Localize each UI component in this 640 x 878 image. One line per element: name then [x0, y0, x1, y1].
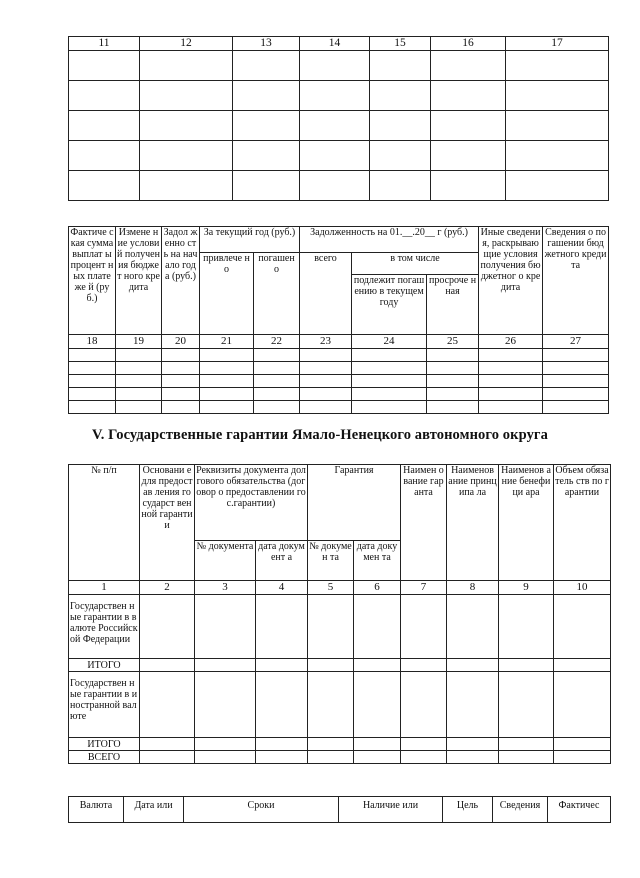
col-number: 10 — [554, 581, 611, 595]
table-row — [69, 141, 609, 171]
table-row — [69, 51, 609, 81]
basis-header: Основани е для предостав ления государст венной гарантии — [140, 465, 195, 581]
row-grand-total-label: ВСЕГО — [69, 751, 140, 764]
total-header: всего — [300, 253, 352, 335]
other-info-header: Иные сведения, раскрываю щие условия получения бюджетног о кредита — [479, 227, 543, 335]
col-number: 24 — [352, 335, 427, 349]
table-row — [69, 751, 611, 764]
col-number: 26 — [479, 335, 543, 349]
col18-header: Фактиче ская сумма выплат ы процент ных платеже й (руб.) — [69, 227, 116, 335]
table-row — [69, 388, 609, 401]
g-no-header: № докумен та — [308, 541, 354, 581]
col-header: 15 — [370, 37, 431, 51]
col-header: 16 — [431, 37, 506, 51]
col-number: 8 — [447, 581, 499, 595]
table-header-row — [69, 37, 609, 51]
row-total-label: ИТОГО — [69, 738, 140, 751]
table-row — [69, 171, 609, 201]
table-row — [69, 375, 609, 388]
col-number: 27 — [543, 335, 609, 349]
guarantee-header: Гарантия — [308, 465, 401, 541]
actual-header: Фактичес — [548, 797, 611, 823]
col19-header: Измене ние условий получен ия бюджет ного кредита — [116, 227, 162, 335]
col-number: 5 — [308, 581, 354, 595]
table-row — [69, 401, 609, 414]
col-number: 22 — [254, 335, 300, 349]
table-row — [69, 595, 611, 659]
row-rub-label: Государствен ные гарантии в валюте Российской Федерации — [69, 595, 140, 659]
currency-header: Валюта — [69, 797, 124, 823]
table-row — [69, 672, 611, 738]
col-header: 14 — [300, 37, 370, 51]
col-number: 7 — [401, 581, 447, 595]
table-columns-18-27 — [68, 226, 609, 414]
guarantees-table — [68, 464, 611, 764]
row-foreign-label: Государствен ные гарантии в иностранной валюте — [69, 672, 140, 738]
repaid-header: погашен о — [254, 253, 300, 335]
numbering-row — [69, 335, 609, 349]
doc-no-header: № документа — [195, 541, 256, 581]
col-number: 3 — [195, 581, 256, 595]
col-number: 20 — [162, 335, 200, 349]
debt-header: Задолженность на 01.__.20__ г (руб.) — [300, 227, 479, 253]
terms-header: Сроки — [184, 797, 339, 823]
col-number: 2 — [140, 581, 195, 595]
bottom-table — [68, 796, 611, 823]
col-number: 4 — [256, 581, 308, 595]
to-repay-header: подлежит погашению в текущем году — [352, 275, 427, 335]
col-number: 25 — [427, 335, 479, 349]
presence-header: Наличие или — [339, 797, 443, 823]
col-number: 23 — [300, 335, 352, 349]
including-header: в том числе — [352, 253, 479, 275]
requisites-header: Реквизиты документа долгового обязательства (договор о предоставлении гос.гарантии) — [195, 465, 308, 541]
principal-header: Наименов ание принципа ла — [447, 465, 499, 581]
col-header: 17 — [506, 37, 609, 51]
col-header: 12 — [140, 37, 233, 51]
col-number: 6 — [354, 581, 401, 595]
date-or-header: Дата или — [124, 797, 184, 823]
current-year-header: За текущий год (руб.) — [200, 227, 300, 253]
table-row — [69, 659, 611, 672]
beneficiary-header: Наименов ание бенефици ара — [499, 465, 554, 581]
goal-header: Цель — [443, 797, 493, 823]
col-number: 1 — [69, 581, 140, 595]
col-number: 19 — [116, 335, 162, 349]
col-header: 13 — [233, 37, 300, 51]
no-header: № п/п — [69, 465, 140, 581]
col-number: 18 — [69, 335, 116, 349]
row-total-label: ИТОГО — [69, 659, 140, 672]
col-number: 21 — [200, 335, 254, 349]
overdue-header: просроче нная — [427, 275, 479, 335]
table-row — [69, 81, 609, 111]
col-number: 9 — [499, 581, 554, 595]
info-header: Сведения — [493, 797, 548, 823]
doc-date-header: дата документ а — [256, 541, 308, 581]
table-columns-11-17 — [68, 36, 609, 201]
g-date-header: дата докумен та — [354, 541, 401, 581]
repayment-info-header: Сведения о погашении бюджетного кредита — [543, 227, 609, 335]
section-title: V. Государственные гарантии Ямало-Ненецкого автономного округа — [92, 427, 548, 443]
table-row — [69, 738, 611, 751]
table-row — [69, 362, 609, 375]
attracted-header: привлече но — [200, 253, 254, 335]
col-header: 11 — [69, 37, 140, 51]
table-row — [69, 111, 609, 141]
volume-header: Объем обязатель ств по гарантии — [554, 465, 611, 581]
col20-header: Задол женно сть на начало года (руб.) — [162, 227, 200, 335]
numbering-row — [69, 581, 611, 595]
guarantor-header: Наимен ование гаранта — [401, 465, 447, 581]
table-row — [69, 349, 609, 362]
